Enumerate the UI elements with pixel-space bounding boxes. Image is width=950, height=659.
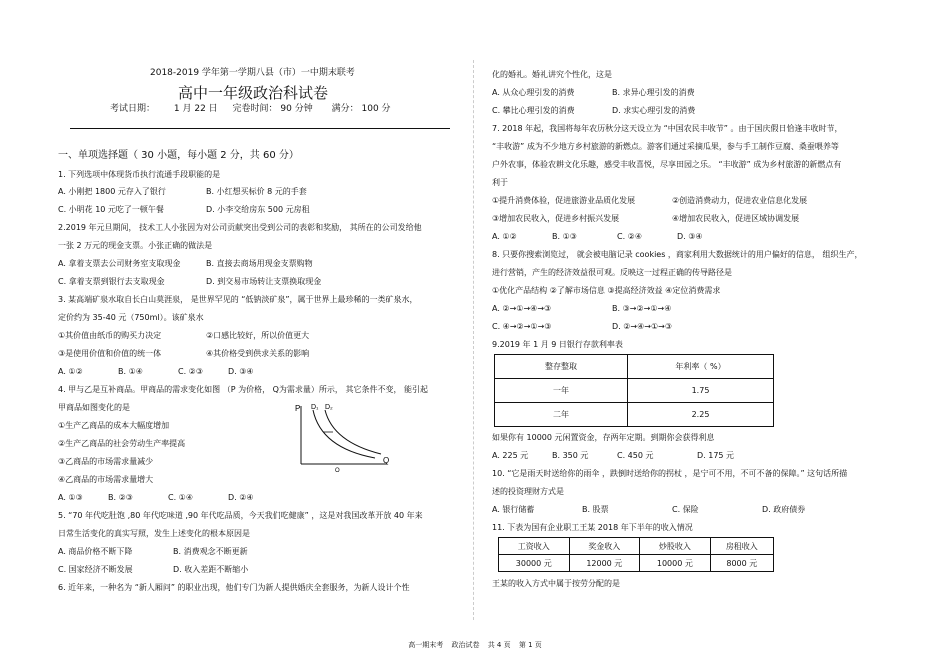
q4-option-d: D. ②④ [228, 493, 254, 502]
p-label: P [295, 404, 301, 413]
q9-stem: 如果你有 10000 元闲置资金，存两年定期。到期你会获得利息 [492, 433, 715, 442]
q7-item-2: ②创造消费动力，促进农业信息化发展 [672, 196, 808, 205]
q5-option-a: A. 商品价格不断下降 [58, 547, 133, 556]
q11-income-table [498, 537, 774, 572]
q11-header-bonus: 奖金收入 [569, 538, 640, 555]
q9-rate-2y: 2.25 [628, 403, 774, 427]
q8-option-a: A. ②→①→④→③ [492, 304, 552, 313]
q7-option-d: D. ③④ [677, 232, 703, 241]
q9-option-b: B. 350 元 [552, 451, 589, 460]
q3-option-b: B. ①④ [118, 367, 143, 376]
q7-option-b: B. ①③ [552, 232, 577, 241]
q4-item-4: ④乙商品的市场需求量增大 [58, 475, 154, 484]
q8-option-b: B. ③→②→①→④ [612, 304, 672, 313]
q11-value-stock: 10000 元 [640, 555, 711, 572]
q8-option-d: D. ②→④→①→③ [612, 322, 673, 331]
q10-option-a: A. 银行储蓄 [492, 505, 535, 514]
q6-option-b: B. 求异心理引发的消费 [612, 88, 695, 97]
q11-header-stock: 炒股收入 [640, 538, 711, 555]
q7-stem-1: 7. 2018 年起，我国将每年农历秋分这天设立为 “中国农民丰收节” 。由于国庆假日恰逢丰收时节， [492, 124, 843, 133]
q4-option-a: A. ①③ [58, 493, 83, 502]
duration: 90 分钟 [280, 104, 313, 114]
q9-option-a: A. 225 元 [492, 451, 529, 460]
d2-label: D₂ [325, 404, 333, 411]
q7-stem-3: 户外农事，体验农耕文化乐趣，感受丰收喜悦，尽享田园之乐。 “丰收游” 成为乡村旅游的新燃点有 [492, 160, 842, 169]
q9-header-rate: 年利率（ %） [628, 355, 774, 379]
q2-option-c: C. 拿着支票到银行去支取现金 [58, 277, 165, 286]
q7-item-1: ①提升消费体验，促进旅游业品质化发展 [492, 196, 636, 205]
q10-stem-2: 述的投资理财方式是 [492, 487, 564, 496]
duration-label: 完卷时间： [232, 104, 278, 114]
score-label: 满分： [331, 104, 359, 114]
q9-option-d: D. 175 元 [697, 451, 735, 460]
d1-curve [313, 410, 375, 458]
q8-stem-2: 进行营销，产生的经济效益很可观。反映这一过程正确的传导路径是 [492, 268, 732, 277]
q3-stem-2: 定价约为 35-40 元（750ml）。该矿泉水 [58, 313, 204, 322]
q-label: Q [383, 456, 390, 465]
q2-stem-2: 一张 2 万元的现金支票。小张正确的做法是 [58, 241, 213, 250]
q5-option-b: B. 消费观念不断更新 [173, 547, 248, 556]
exam-info [110, 104, 391, 114]
q1-option-b: B. 小红想买标价 8 元的手套 [206, 187, 307, 196]
q7-item-4: ④增加农民收入，促进区域协调发展 [672, 214, 800, 223]
q7-option-a: A. ①② [492, 232, 517, 241]
q11-header-rent: 房租收入 [710, 538, 773, 555]
q6-stem-2: 化的婚礼。婚礼讲究个性化，这是 [492, 70, 612, 79]
q9-header-term: 整存整取 [495, 355, 628, 379]
column-divider [473, 60, 474, 620]
q5-stem-1: 5. “70 年代吃肚饱 ,80 年代吃味道 ,90 年代吃品质，今天我们吃健康” ，这是对我国改革开放 40 年来 [58, 511, 423, 520]
q10-option-c: C. 保险 [672, 505, 699, 514]
q1-stem: 1. 下列选项中体现货币执行流通手段职能的是 [58, 170, 221, 179]
q4-option-b: B. ②③ [108, 493, 133, 502]
q7-stem-2: “丰收游” 成为不少地方乡村旅游的新燃点。游客们通过采摘瓜果，参与手工制作豆腐、桑蚕喂养等 [492, 142, 839, 151]
q10-option-d: D. 政府债券 [762, 505, 806, 514]
q9-rate-1y: 1.75 [628, 379, 774, 403]
q3-item-1: ①其价值由纸币的购买力决定 [58, 331, 162, 340]
q1-option-c: C. 小明花 10 元吃了一顿午餐 [58, 205, 164, 214]
score: 100 分 [361, 104, 391, 114]
exam-date-label: 考试日期： [110, 104, 156, 114]
q11-value-rent: 8000 元 [710, 555, 773, 572]
q5-option-c: C. 国家经济不断发展 [58, 565, 133, 574]
q8-stem-1: 8. 只要你搜索浏览过， 就会被电脑记录 cookies ，商家利用大数据统计的用户偏好的信息， 组织生产， [492, 250, 863, 259]
q9-option-c: C. 450 元 [617, 451, 654, 460]
q9-rate-table [494, 354, 774, 427]
q11-title: 11. 下表为国有企业职工王某 2018 年下半年的收入情况 [492, 523, 693, 532]
q11-stem: 王某的收入方式中属于按劳分配的是 [492, 579, 620, 588]
q3-option-c: C. ②③ [178, 367, 204, 376]
q3-option-a: A. ①② [58, 367, 83, 376]
origin-label: O [335, 468, 340, 472]
exam-date: 1 月 22 日 [173, 104, 218, 114]
q3-option-d: D. ③④ [228, 367, 254, 376]
q4-stem-1: 4. 甲与乙是互补商品。甲商品的需求变化如图 （P 为价格， Q为需求量）所示， 其它条件不变， 能引起 [58, 385, 429, 394]
q11-header-salary: 工资收入 [499, 538, 570, 555]
q6-option-a: A. 从众心理引发的消费 [492, 88, 575, 97]
q8-items: ①优化产品结构 ②了解市场信息 ③提高经济效益 ④定位消费需求 [492, 286, 721, 295]
q4-item-2: ②生产乙商品的社会劳动生产率提高 [58, 439, 186, 448]
footer-page-number: 第 1 页 [518, 641, 542, 649]
d1-label: D₁ [311, 404, 319, 411]
header-divider [70, 128, 450, 129]
footer-subject: 政治试卷 [451, 641, 480, 649]
q7-item-3: ③增加农民收入，促进乡村振兴发展 [492, 214, 620, 223]
q4-item-3: ③乙商品的市场需求量减少 [58, 457, 154, 466]
q2-stem-1: 2.2019 年元旦期间， 技术工人小张因为对公司贡献突出受到公司的表彰和奖励， 其所在的公司发给他 [58, 223, 422, 232]
q3-item-2: ②口感比较好，所以价值更大 [206, 331, 310, 340]
q9-title: 9.2019 年 1 月 9 日银行存款利率表 [492, 340, 623, 349]
d2-curve [325, 410, 381, 454]
footer-total-pages: 共 4 页 [487, 641, 511, 649]
page-title: 高中一年级政治科试卷 [178, 84, 329, 102]
q4-option-c: C. ①④ [168, 493, 194, 502]
q5-option-d: D. 收入差距不断缩小 [173, 565, 249, 574]
q6-stem-1: 6. 近年来，一种名为 “新人厢问” 的职业出现，他们专门为新人提供婚庆全套服务，为新人设计个性 [58, 583, 410, 592]
q11-value-salary: 30000 元 [499, 555, 570, 572]
section-title: 一、单项选择题（ 30 小题，每小题 2 分，共 60 分） [58, 150, 299, 161]
demand-curve-graph [295, 402, 395, 472]
q6-option-d: D. 求实心理引发的消费 [612, 106, 696, 115]
q9-term-1y: 一年 [495, 379, 628, 403]
q4-stem-2: 甲商品如图变化的是 [58, 403, 130, 412]
q1-option-d: D. 小李交给房东 500 元房租 [206, 205, 310, 214]
q3-item-3: ③是使用价值和价值的统一体 [58, 349, 162, 358]
q1-option-a: A. 小刚把 1800 元存入了银行 [58, 187, 166, 196]
q10-option-b: B. 股票 [582, 505, 609, 514]
q11-value-bonus: 12000 元 [569, 555, 640, 572]
q2-option-d: D. 到交易市场转让支票换取现金 [206, 277, 322, 286]
q5-stem-2: 日常生活变化的真实写照，发生上述变化的根本原因是 [58, 529, 250, 538]
school-title: 2018-2019 学年第一学期八县（市）一中期末联考 [150, 68, 355, 78]
q3-item-4: ④其价格受到供求关系的影响 [206, 349, 310, 358]
q8-option-c: C. ④→②→①→③ [492, 322, 552, 331]
q9-term-2y: 二年 [495, 403, 628, 427]
q6-option-c: C. 攀比心理引发的消费 [492, 106, 575, 115]
footer-exam: 高一期末考 [408, 641, 444, 649]
q10-stem-1: 10. “它是雨天时送给你的雨伞 ，跌倒时送给你的拐杖 ，是宁可不用，不可不备的保障。” 这句话所描 [492, 469, 848, 478]
q2-option-a: A. 拿着支票去公司财务室支取现金 [58, 259, 181, 268]
q2-option-b: B. 直接去商场用现金支票购物 [206, 259, 313, 268]
q7-option-c: C. ②④ [617, 232, 643, 241]
q4-item-1: ①生产乙商品的成本大幅度增加 [58, 421, 170, 430]
q3-stem-1: 3. 某高端矿泉水取自长白山莫涯泉， 是世界罕见的 “低钠淡矿泉”，属于世界上最珍稀的一类矿泉水， [58, 295, 418, 304]
page-footer [0, 640, 950, 650]
q7-stem-4: 利于 [492, 178, 508, 187]
